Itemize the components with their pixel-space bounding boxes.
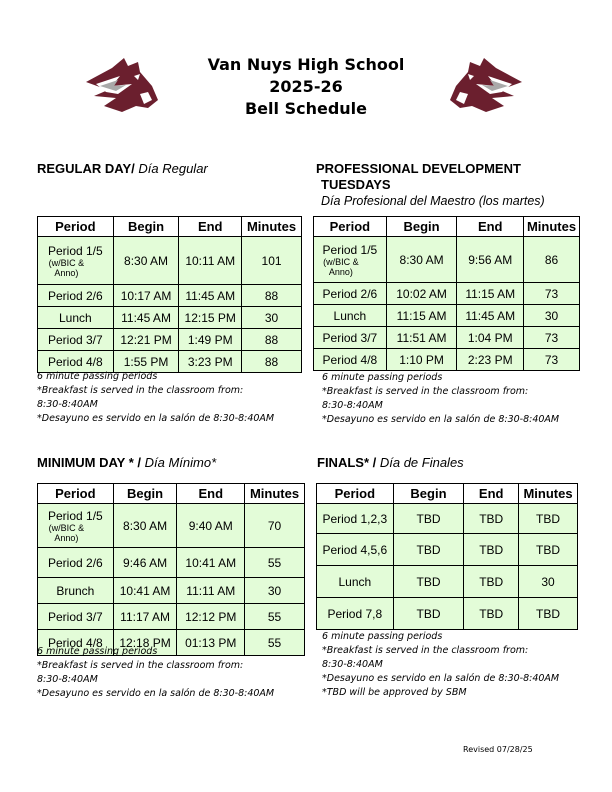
column-header: End <box>177 484 245 504</box>
minutes-cell: 101 <box>242 237 302 285</box>
minutes-cell: TBD <box>519 598 578 630</box>
period-cell <box>317 504 394 534</box>
column-header: Minutes <box>524 217 580 237</box>
begin-cell: 12:21 PM <box>113 329 179 351</box>
period-name: Period 1/5 <box>322 242 378 257</box>
note-line: *Breakfast is served in the classroom from: <box>37 660 244 671</box>
period-name: Period 4/8 <box>322 352 378 367</box>
period-cell <box>38 604 114 630</box>
pd-tuesdays-table <box>313 216 580 371</box>
regular-day-notes <box>37 370 274 426</box>
period-cell <box>38 578 114 604</box>
finals-table <box>316 483 578 630</box>
minimum-day-notes <box>37 645 274 701</box>
column-header: End <box>464 484 519 504</box>
minimum-day-table <box>37 483 305 656</box>
period-name: Period 3/7 <box>322 330 378 345</box>
period-name: Period 7,8 <box>327 606 383 621</box>
column-header: Period <box>314 217 387 237</box>
minutes-cell: 73 <box>524 349 580 371</box>
table-row <box>317 598 578 630</box>
begin-cell: 11:45 AM <box>113 307 179 329</box>
pd-title-es: Día Profesional del Maestro (los martes) <box>321 194 545 208</box>
table-row <box>314 237 580 283</box>
begin-cell: 1:10 PM <box>386 349 457 371</box>
note-line: *Desayuno es servido en la salón de 8:30-8:40AM <box>37 688 275 699</box>
period-cell <box>317 534 394 566</box>
begin-cell: 11:51 AM <box>386 327 457 349</box>
note-line: *Breakfast is served in the classroom from: <box>37 385 244 396</box>
column-header: Begin <box>386 217 457 237</box>
column-header: Minutes <box>519 484 578 504</box>
period-cell <box>38 307 114 329</box>
end-cell: 11:45 AM <box>457 305 524 327</box>
end-cell: 01:13 PM <box>177 630 245 656</box>
note-line: 6 minute passing periods <box>37 371 158 382</box>
table-row <box>314 327 580 349</box>
end-cell: TBD <box>464 504 519 534</box>
note-line: *Desayuno es servido en la salón de 8:30-8:40AM <box>322 673 560 684</box>
revised-date: Revised 07/28/25 <box>463 745 533 754</box>
period-subnote: (w/BIC & Anno) <box>323 256 359 277</box>
finals-title <box>317 455 464 471</box>
minutes-cell: 86 <box>524 237 580 283</box>
regular-day-title-en: REGULAR DAY/ <box>37 161 135 176</box>
end-cell: 1:04 PM <box>457 327 524 349</box>
period-name: Lunch <box>333 308 367 323</box>
end-cell: 11:11 AM <box>177 578 245 604</box>
pd-tuesdays-title <box>316 161 545 209</box>
minutes-cell: 88 <box>242 351 302 373</box>
minutes-cell: 30 <box>524 305 580 327</box>
note-line: *TBD will be approved by SBM <box>322 687 467 698</box>
period-name: Lunch <box>338 574 372 589</box>
note-line: *Breakfast is served in the classroom from: <box>322 645 529 656</box>
period-cell <box>317 598 394 630</box>
period-name: Period 1/5 <box>47 243 103 258</box>
table-row <box>38 237 302 285</box>
period-name: Period 3/7 <box>47 332 103 347</box>
period-name: Period 1/5 <box>48 508 103 523</box>
begin-cell: TBD <box>393 566 464 598</box>
pd-title-line2: TUESDAYS <box>321 177 391 192</box>
minutes-cell: TBD <box>519 534 578 566</box>
end-cell: 12:12 PM <box>177 604 245 630</box>
begin-cell: TBD <box>393 504 464 534</box>
minutes-cell: 73 <box>524 327 580 349</box>
period-name: Period 4,5,6 <box>322 542 388 557</box>
table-row <box>38 307 302 329</box>
regular-day-title <box>37 161 208 177</box>
minutes-cell: 88 <box>242 329 302 351</box>
begin-cell: 1:55 PM <box>113 351 179 373</box>
begin-cell: 10:02 AM <box>386 283 457 305</box>
page-header <box>0 54 612 120</box>
period-cell <box>314 283 387 305</box>
note-line: 6 minute passing periods <box>322 631 443 642</box>
finals-notes <box>322 630 559 700</box>
column-header: Period <box>38 484 114 504</box>
note-line: *Breakfast is served in the classroom from: <box>322 386 529 397</box>
column-header: End <box>457 217 524 237</box>
begin-cell: 8:30 AM <box>113 504 177 548</box>
begin-cell: 11:15 AM <box>386 305 457 327</box>
column-header: Begin <box>113 217 179 237</box>
period-cell <box>314 305 387 327</box>
minutes-cell: 55 <box>245 630 305 656</box>
note-line: 6 minute passing periods <box>322 372 443 383</box>
minimum-day-title-es: Día Mínimo* <box>144 455 217 470</box>
end-cell: 12:15 PM <box>179 307 242 329</box>
begin-cell: 9:46 AM <box>113 548 177 578</box>
page-title: Bell Schedule <box>244 99 367 118</box>
table-row <box>38 578 305 604</box>
minutes-cell: 30 <box>519 566 578 598</box>
end-cell: 10:11 AM <box>179 237 242 285</box>
end-cell: TBD <box>464 598 519 630</box>
table-header-row <box>314 217 580 237</box>
period-cell <box>317 566 394 598</box>
period-name: Period 2/6 <box>322 286 378 301</box>
period-name: Period 2/6 <box>47 288 103 303</box>
minutes-cell: 88 <box>242 285 302 307</box>
end-cell: 11:15 AM <box>457 283 524 305</box>
table-row <box>317 566 578 598</box>
minutes-cell: TBD <box>519 504 578 534</box>
note-line: 8:30-8:40AM <box>322 400 383 411</box>
note-line: 8:30-8:40AM <box>322 659 383 670</box>
end-cell: TBD <box>464 534 519 566</box>
column-header: Begin <box>113 484 177 504</box>
end-cell: 9:40 AM <box>177 504 245 548</box>
note-line: *Desayuno es servido en la salón de 8:30-8:40AM <box>322 414 560 425</box>
minimum-day-title-en: MINIMUM DAY * / <box>37 455 142 470</box>
table-row <box>314 305 580 327</box>
period-cell <box>314 237 387 283</box>
column-header: Minutes <box>245 484 305 504</box>
end-cell: 9:56 AM <box>457 237 524 283</box>
table-row <box>314 283 580 305</box>
begin-cell: 11:17 AM <box>113 604 177 630</box>
period-name: Period 4/8 <box>48 635 103 650</box>
begin-cell: 10:41 AM <box>113 578 177 604</box>
end-cell: 1:49 PM <box>179 329 242 351</box>
period-cell <box>38 237 114 285</box>
period-cell <box>38 548 114 578</box>
begin-cell: 12:18 PM <box>113 630 177 656</box>
begin-cell: TBD <box>393 598 464 630</box>
minutes-cell: 70 <box>245 504 305 548</box>
end-cell: 11:45 AM <box>179 285 242 307</box>
pd-tuesdays-notes <box>322 371 559 427</box>
table-header-row <box>38 484 305 504</box>
begin-cell: 10:17 AM <box>113 285 179 307</box>
school-name: Van Nuys High School <box>207 55 405 74</box>
period-name: Period 4/8 <box>47 354 103 369</box>
note-line: 8:30-8:40AM <box>37 399 98 410</box>
table-row <box>314 349 580 371</box>
period-name: Period 3/7 <box>48 609 103 624</box>
minutes-cell: 30 <box>242 307 302 329</box>
note-line: 6 minute passing periods <box>37 646 158 657</box>
begin-cell: 8:30 AM <box>113 237 179 285</box>
table-header-row <box>317 484 578 504</box>
period-cell <box>314 349 387 371</box>
period-cell <box>38 329 114 351</box>
minutes-cell: 30 <box>245 578 305 604</box>
column-header: Period <box>317 484 394 504</box>
table-row <box>38 285 302 307</box>
minutes-cell: 73 <box>524 283 580 305</box>
period-cell <box>38 504 114 548</box>
end-cell: 10:41 AM <box>177 548 245 578</box>
end-cell: 3:23 PM <box>179 351 242 373</box>
end-cell: TBD <box>464 566 519 598</box>
minutes-cell: 55 <box>245 604 305 630</box>
table-header-row <box>38 217 302 237</box>
period-cell <box>38 285 114 307</box>
begin-cell: TBD <box>393 534 464 566</box>
finals-title-es: Día de Finales <box>379 455 464 470</box>
period-cell <box>314 327 387 349</box>
table-row <box>38 548 305 578</box>
regular-day-title-es: Día Regular <box>138 161 208 176</box>
table-row <box>317 534 578 566</box>
school-year: 2025-26 <box>269 77 343 96</box>
period-name: Period 2/6 <box>48 555 103 570</box>
column-header: Minutes <box>242 217 302 237</box>
note-line: 8:30-8:40AM <box>37 674 98 685</box>
table-row <box>38 604 305 630</box>
table-row <box>317 504 578 534</box>
end-cell: 2:23 PM <box>457 349 524 371</box>
period-subnote: (w/BIC & Anno) <box>48 257 85 278</box>
table-row <box>38 504 305 548</box>
begin-cell: 8:30 AM <box>386 237 457 283</box>
minutes-cell: 55 <box>245 548 305 578</box>
table-row <box>38 329 302 351</box>
minimum-day-title <box>37 455 216 471</box>
period-name: Lunch <box>58 310 92 325</box>
period-name: Brunch <box>56 583 95 598</box>
period-name: Period 1,2,3 <box>322 511 388 526</box>
note-line: *Desayuno es servido en la salón de 8:30-8:40AM <box>37 413 275 424</box>
column-header: Begin <box>393 484 464 504</box>
finals-title-en: FINALS* / <box>317 455 377 470</box>
column-header: Period <box>38 217 114 237</box>
period-subnote: (w/BIC & Anno) <box>48 522 85 543</box>
pd-title-line1: PROFESSIONAL DEVELOPMENT <box>316 161 521 176</box>
regular-day-table <box>37 216 302 373</box>
column-header: End <box>179 217 242 237</box>
